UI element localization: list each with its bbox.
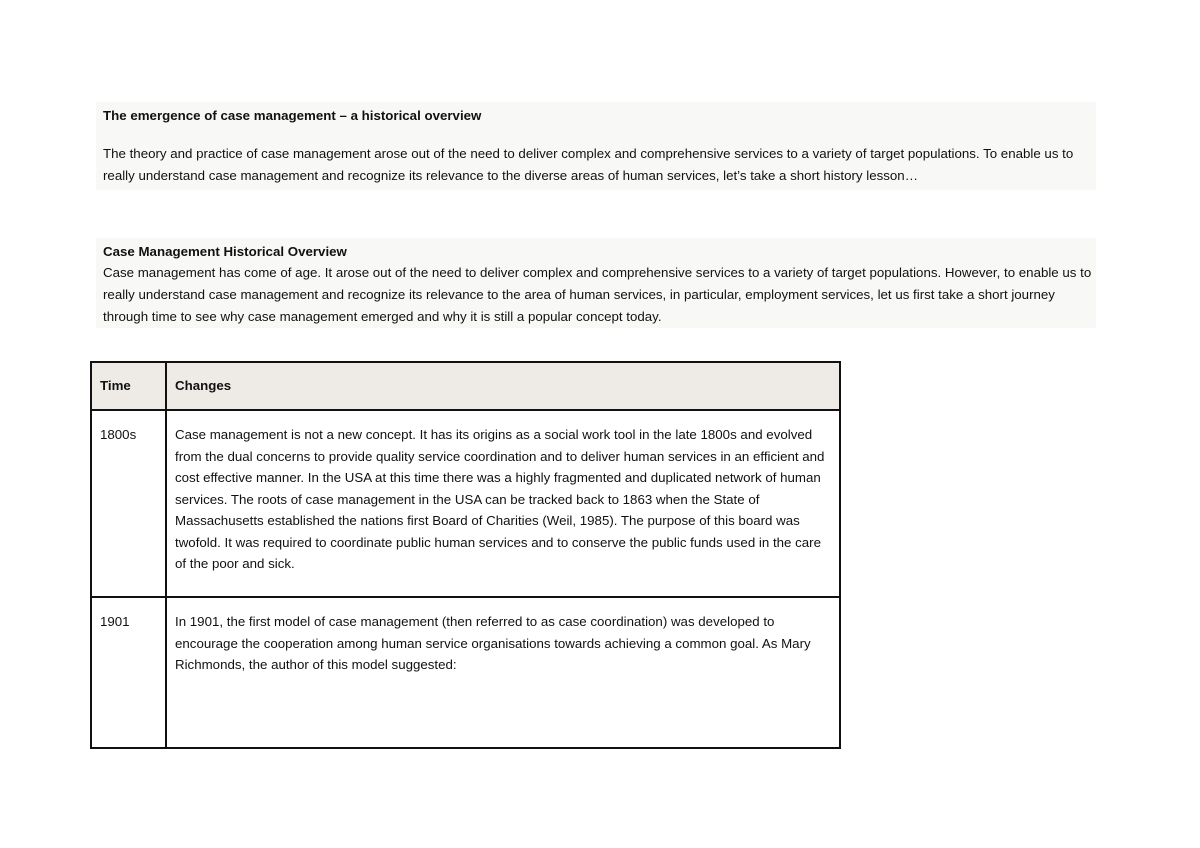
table-row xyxy=(91,410,840,597)
column-header-changes: Changes xyxy=(166,362,840,410)
history-heading: Case Management Historical Overview xyxy=(103,244,347,259)
intro-heading: The emergence of case management – a historical overview xyxy=(103,108,482,123)
history-timeline-table xyxy=(90,361,841,749)
history-paragraph: Case management has come of age. It arose out of the need to deliver complex and comprehensive services to a variety of target populations. However, to enable us to really understand case management and recognize its relevance to the area of human services, in particular, employment services, let us first take a short journey through time to see why case management emerged and why it is still a popular concept today. xyxy=(103,265,1092,324)
changes-cell: In 1901, the first model of case management (then referred to as case coordination) was developed to encourage the cooperation among human service organisations towards achieving a common goal. As Mary Richmonds, the author of this model suggested: xyxy=(166,597,840,748)
column-header-time: Time xyxy=(91,362,166,410)
time-cell: 1800s xyxy=(91,410,166,597)
table-header-row xyxy=(91,362,840,410)
changes-cell: Case management is not a new concept. It has its origins as a social work tool in the late 1800s and evolved from the dual concerns to provide quality service coordination and to deliver human services in an efficient and cost effective manner. In the USA at this time there was a highly fragmented and duplicated network of human services. The roots of case management in the USA can be tracked back to 1863 when the State of Massachusetts established the nations first Board of Charities (Weil, 1985). The purpose of this board was twofold. It was required to coordinate public human services and to conserve the public funds used in the care of the poor and sick. xyxy=(166,410,840,597)
table-row xyxy=(91,597,840,748)
intro-paragraph: The theory and practice of case management arose out of the need to deliver complex and comprehensive services to a variety of target populations. To enable us to really understand case management and recognize its relevance to the diverse areas of human services, let’s take a short history lesson… xyxy=(103,146,1074,183)
time-cell: 1901 xyxy=(91,597,166,748)
